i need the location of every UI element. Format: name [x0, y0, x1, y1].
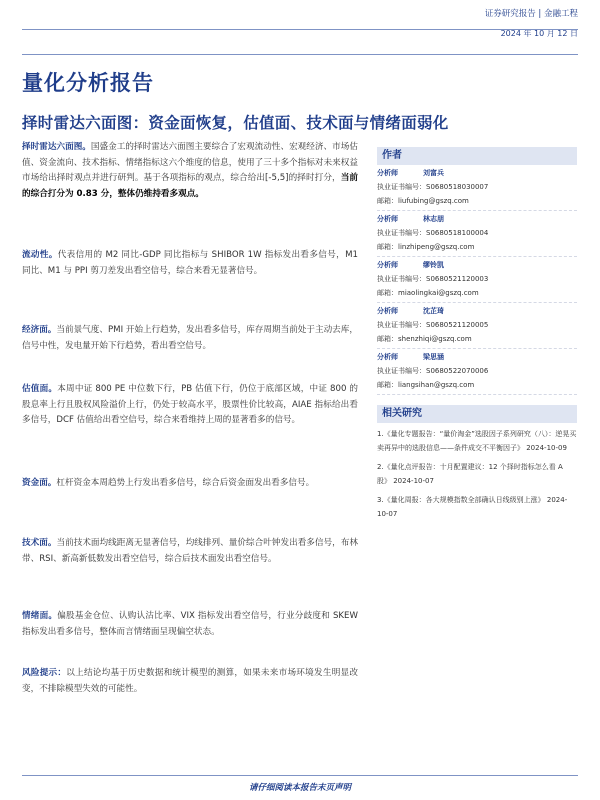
- paragraph-text: 偏股基金仓位、认购认沽比率、VIX 指标发出看空信号，行业分歧度和 SKEW 指标发出看多信号，整体而言情绪面呈现偏空状态。: [22, 611, 358, 637]
- paragraph-sentiment: [22, 609, 358, 640]
- paragraph-lead: 情绪面。: [22, 611, 58, 621]
- paragraph-timing-radar: [22, 140, 358, 202]
- author-email[interactable]: liufubing@gszq.com: [398, 197, 469, 205]
- author-card: [377, 211, 577, 257]
- header-divider-2: [22, 54, 578, 55]
- paragraph-lead: 估值面。: [22, 384, 58, 394]
- header-category: 证券研究报告 | 金融工程: [484, 9, 578, 19]
- paragraph-lead: 风险提示：: [22, 668, 67, 678]
- header-meta: [485, 7, 578, 39]
- paragraph-text: 代表信用的 M2 同比-GDP 同比指标与 SHIBOR 1W 指标发出看多信号，M1 同比、M1 与 PPI 剪刀差发出看空信号，综合来看无显著信号。: [22, 250, 358, 276]
- author-role: 分析师: [377, 307, 398, 315]
- paragraph-lead: 经济面。: [22, 325, 57, 335]
- paragraph-text: 当前技术面均线距离无显著信号，均线排列、量价综合叶钟发出看多信号，布林带、RSI、新高新低数发出看空信号，综合后技术面发出看空信号。: [22, 538, 358, 564]
- paragraph-economy: [22, 323, 358, 354]
- paragraph-technical: [22, 536, 358, 567]
- author-name: 林志朋: [423, 215, 444, 223]
- paragraph-liquidity: [22, 248, 358, 279]
- paragraph-lead: 择时雷达六面图。: [22, 142, 91, 152]
- authors-list: [377, 165, 577, 395]
- related-list: [377, 423, 577, 521]
- author-card: [377, 257, 577, 303]
- footer-disclaimer: 请仔细阅读本报告末页声明: [248, 783, 351, 793]
- email-label: 邮箱：: [377, 197, 398, 205]
- email-label: 邮箱：: [377, 381, 398, 389]
- author-email[interactable]: linzhipeng@gszq.com: [398, 243, 475, 251]
- author-email[interactable]: liangsihan@gszq.com: [398, 381, 475, 389]
- cert-number: S0680521120003: [426, 275, 489, 283]
- paragraph-risk: [22, 666, 358, 697]
- related-item[interactable]: 1.《量化专题报告：“量价淘金”选股因子系列研究（八）：逆晃买卖再异中的选股信息——条件成交不平衡因子》 2024-10-09: [377, 430, 577, 452]
- author-name: 梁思涵: [423, 353, 444, 361]
- paragraph-valuation: [22, 382, 358, 429]
- sidebar: [377, 147, 577, 526]
- author-role: 分析师: [377, 169, 398, 177]
- author-card: [377, 165, 577, 211]
- paragraph-lead: 资金面。: [22, 478, 57, 488]
- author-email[interactable]: shenzhiqi@gszq.com: [398, 335, 472, 343]
- cert-number: S0680518030007: [426, 183, 489, 191]
- report-type: 量化分析报告: [22, 71, 154, 95]
- related-item[interactable]: 2.《量化点评报告：十月配置建议：12 个择时指标怎么看 A 股》 2024-10-07: [377, 463, 563, 485]
- email-label: 邮箱：: [377, 243, 398, 251]
- paragraph-lead: 流动性。: [22, 250, 58, 260]
- paragraph-funding: [22, 476, 358, 492]
- cert-label: 执业证书编号：: [377, 275, 426, 283]
- header-divider: [22, 29, 578, 30]
- paragraph-text: 本周中证 800 PE 中位数下行，PB 估值下行，仍位于底部区域，中证 800 的股息率上行且股权风险溢价上行，仍处于较高水平，股票性价比较高，AIAE 指标给出看多信号，DCF 估值给出看空信号，综合来看维持上周的显著看多的信号。: [22, 384, 358, 426]
- paragraph-text: 国盛金工的择时雷达六面图主要综合了宏观流动性、宏观经济、市场估值、资金流向、技术指标、情绪指标这六个维度的信息，使用了三十多个指标对未来权益市场给出择时观点并进行研判。基于各项指标的观点，综合给出[-5,5]的择时打分，: [22, 142, 358, 184]
- author-name: 沈芷琦: [423, 307, 444, 315]
- cert-label: 执业证书编号：: [377, 367, 426, 375]
- author-card: [377, 303, 577, 349]
- author-card: [377, 349, 577, 395]
- paragraph-lead: 技术面。: [22, 538, 57, 548]
- author-name: 刘富兵: [423, 169, 444, 177]
- paragraph-text: 当前景气度、PMI 开始上行趋势，发出看多信号，库存周期当前处于主动去库，信号中性，发电量开始下行趋势，看出看空信号。: [22, 325, 358, 351]
- footer-divider: [22, 775, 578, 776]
- paragraph-emphasis: 当前的综合打分为 0.83 分，整体仍维持看多观点。: [22, 173, 358, 199]
- cert-label: 执业证书编号：: [377, 321, 426, 329]
- related-item[interactable]: 3.《量化周报：各大规模指数全部确认日线级别上涨》 2024-10-07: [377, 496, 568, 518]
- header-date: 2024 年 10 月 12 日: [500, 29, 578, 38]
- cert-label: 执业证书编号：: [377, 229, 426, 237]
- cert-number: S0680518100004: [426, 229, 489, 237]
- author-role: 分析师: [377, 353, 398, 361]
- author-name: 缪铃凯: [423, 261, 444, 269]
- report-title: 择时雷达六面图：资金面恢复，估值面、技术面与情绪面弱化: [22, 114, 449, 132]
- author-role: 分析师: [377, 215, 398, 223]
- author-email[interactable]: miaolingkai@gszq.com: [398, 289, 479, 297]
- paragraph-text: 以上结论均基于历史数据和统计模型的测算，如果未来市场环境发生明显改变，不排除模型失效的可能性。: [22, 668, 358, 694]
- author-role: 分析师: [377, 261, 398, 269]
- related-heading: 相关研究: [377, 405, 577, 423]
- cert-label: 执业证书编号：: [377, 183, 426, 191]
- cert-number: S0680522070006: [426, 367, 489, 375]
- authors-heading: 作者: [377, 147, 577, 165]
- cert-number: S0680521120005: [426, 321, 489, 329]
- paragraph-text: 杠杆资金本周趋势上行发出看多信号，综合后资金面发出看多信号。: [56, 478, 315, 488]
- email-label: 邮箱：: [377, 289, 398, 297]
- email-label: 邮箱：: [377, 335, 398, 343]
